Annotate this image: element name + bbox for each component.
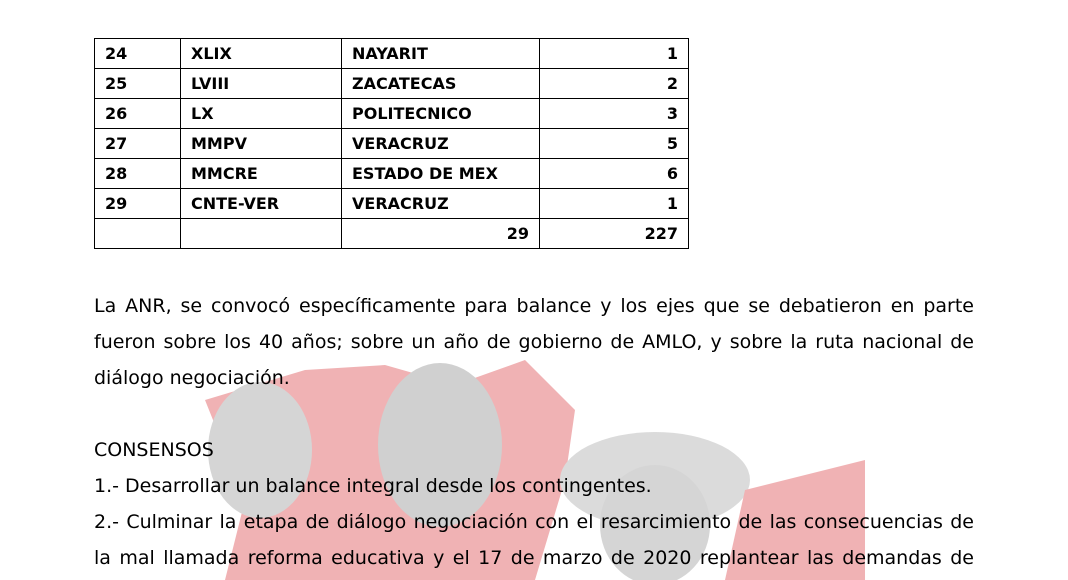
- table-cell: XLIX: [181, 39, 342, 69]
- table-row: [95, 99, 689, 129]
- table-row: [95, 129, 689, 159]
- consensos-section: [94, 432, 974, 576]
- table-cell: NAYARIT: [342, 39, 540, 69]
- anr-paragraph: [94, 288, 974, 396]
- table-cell: CNTE-VER: [181, 189, 342, 219]
- total-delegates-cell: 227: [540, 219, 689, 249]
- table-cell: MMPV: [181, 129, 342, 159]
- table-cell: 5: [540, 129, 689, 159]
- table-cell: VERACRUZ: [342, 189, 540, 219]
- table-row: [95, 69, 689, 99]
- table-cell: LVIII: [181, 69, 342, 99]
- table-cell: LX: [181, 99, 342, 129]
- total-contingents-cell: 29: [342, 219, 540, 249]
- table-cell: 27: [95, 129, 181, 159]
- table-cell: 26: [95, 99, 181, 129]
- consensus-item-2-line: 2.- Culminar la etapa de diálogo negociación con el resarcimiento de las consecuencias de: [94, 511, 974, 533]
- table-cell: 1: [540, 39, 689, 69]
- paragraph-line: diálogo negociación.: [94, 367, 290, 389]
- consensos-heading: CONSENSOS: [94, 439, 214, 461]
- table-cell: POLITECNICO: [342, 99, 540, 129]
- table-row: [95, 39, 689, 69]
- table-total-row: [95, 219, 689, 249]
- table-cell: 24: [95, 39, 181, 69]
- table-cell: 6: [540, 159, 689, 189]
- table-cell: [95, 219, 181, 249]
- table-cell: 28: [95, 159, 181, 189]
- table-row: [95, 159, 689, 189]
- paragraph-line: fueron sobre los 40 años; sobre un año de gobierno de AMLO, y sobre la ruta nacional de: [94, 331, 974, 353]
- table-cell: 1: [540, 189, 689, 219]
- contingents-table: [94, 38, 689, 249]
- table-cell: 29: [95, 189, 181, 219]
- table-cell: ESTADO DE MEX: [342, 159, 540, 189]
- table-cell: 3: [540, 99, 689, 129]
- consensus-item-1: 1.- Desarrollar un balance integral desde los contingentes.: [94, 475, 652, 497]
- table-cell: 25: [95, 69, 181, 99]
- table-cell: ZACATECAS: [342, 69, 540, 99]
- table-row: [95, 189, 689, 219]
- table-cell: VERACRUZ: [342, 129, 540, 159]
- table-cell: MMCRE: [181, 159, 342, 189]
- paragraph-line: La ANR, se convocó específicamente para balance y los ejes que se debatieron en parte: [94, 295, 974, 317]
- table-cell: [181, 219, 342, 249]
- consensus-item-2-line: la mal llamada reforma educativa y el 17 de marzo de 2020 replantear las demandas de: [94, 547, 974, 569]
- table-cell: 2: [540, 69, 689, 99]
